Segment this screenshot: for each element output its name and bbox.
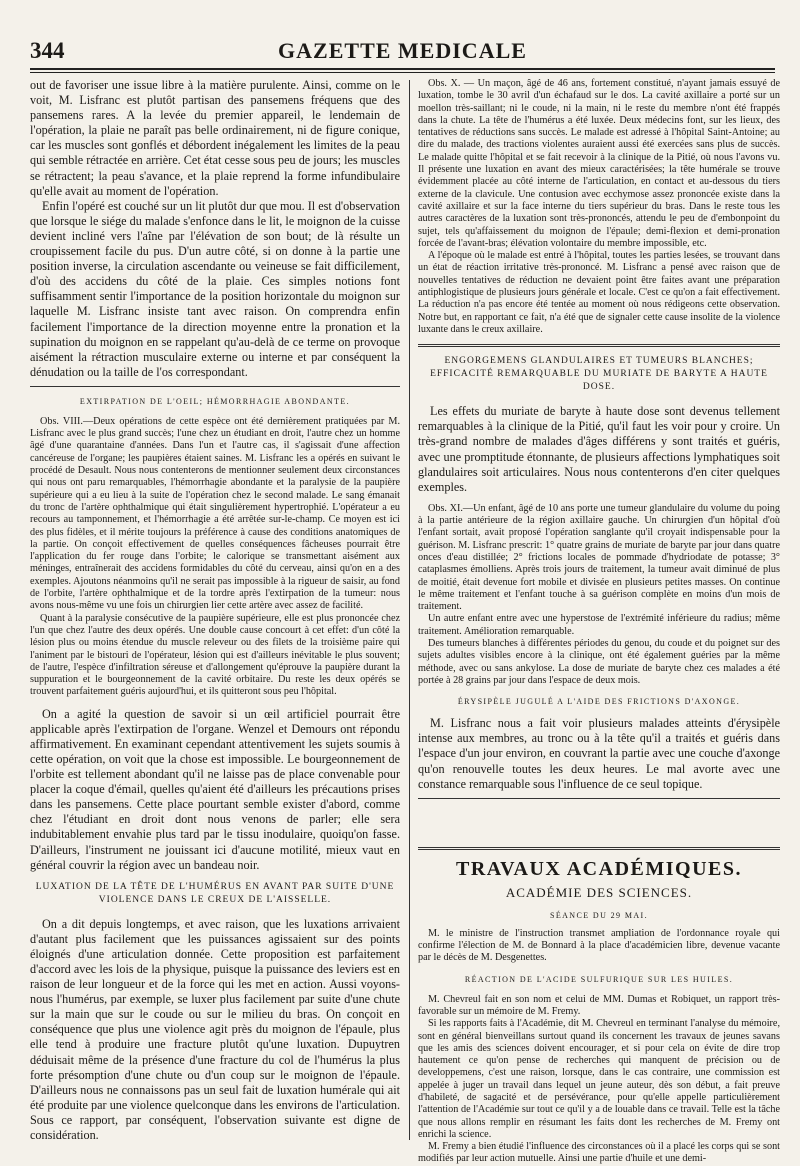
- section-heading: EXTIRPATION DE L'OEIL; HÉMORRHAGIE ABONDANTE.: [79, 396, 351, 406]
- observation: Obs. VIII.—Deux opérations de cette espèce ont été dernièrement pratiquées par M. Lisfranc avec le plus grand succès; l'une chez un étudiant en droit, l'autre chez un homme âgé d'une quarantaine d'années. Dans l'un et l'autre cas, il s'agissait d'une affection cancéreuse de l'organe; les paupières étaient saines. M. Lisfranc les a opérés en suivant le procédé de Desault. Nous nous contenterons de mentionner seulement deux circonstances qui nous ont paru remarquables, l'hémorrhagie abondante et la paralysie de la paupière supérieure qui a eu lieu à la suite de l'opération chez le second malade. Le sang émanait du tronc de l'artère ophthalmique qui était singulièrement hypertrophié. L'opérateur a eu recours au tamponnement, et l'hémorrhagie a été arrêtée sur-le-champ. Ce moyen est ici des plus fidèles, et il mérite toujours la préférence à cause des conditions anatomiques de la partie. On conçoit effectivement de quelles conséquences fâcheuses pourrait être l'application du fer rouge dans l'orbite; le calorique se transmettant aisément aux méninges, entraînerait des accidens formidables du côté du cerveau, ainsi qu'on en a des exemples. Ajoutons néanmoins qu'il ne serait pas impossible à la rigueur de saisir, au fond de l'orbite, l'artère ophthalmique et de la tordre après l'extirpation de la tumeur: nous avons nous-même vu une fois un chirurgien lier cette artère avec assez de facilité.: [30, 415, 400, 612]
- academie-heading: ACADÉMIE DES SCIENCES.: [505, 884, 693, 900]
- right-column: [418, 78, 780, 1165]
- page-number: 344: [30, 38, 65, 63]
- left-column: [30, 78, 400, 1153]
- page-header: [30, 36, 775, 66]
- observation: Quant à la paralysie consécutive de la paupière supérieure, elle est plus prononcée chez l'un que chez l'autre des deux opérés. Une double cause concourt à cet effet: d'un côté la lésion plus ou moins étendue du muscle releveur ou des filets de la troisième paire qui l'animent par le bistouri de l'opérateur, lésion qui est d'ailleurs inévitable le plus souvent; de l'autre, l'espèce d'infiltration séreuse et d'allongement qu'éprouve la paupière durant la suppuration et le bourgeonnement de la cavité orbitaire. Du reste les deux opérés se trouvent parfaitement guéris aujourd'hui, et ils quitteront sous peu l'hôpital.: [30, 612, 400, 698]
- seance-heading: SÉANCE DU 29 MAI.: [549, 910, 649, 920]
- header-rule: [30, 68, 775, 70]
- paragraph: M. Lisfranc nous a fait voir plusieurs malades atteints d'érysipèle intense aux membres, au tronc ou à la tête qu'il a traités et guéris dans l'espace d'un jour environ, en couvrant la partie avec une couche d'axonge qu'on renouvelle toutes les deux heures. Le mal avorte avec une constance remarquable sous l'influence de ce seul topique.: [418, 716, 780, 791]
- section-heading: RÉACTION DE L'ACIDE SULFURIQUE SUR LES HUILES.: [464, 974, 734, 984]
- paragraph: M. Chevreul fait en son nom et celui de MM. Dumas et Robiquet, un rapport très-favorable sur un mémoire de M. Fremy.: [418, 993, 780, 1017]
- observation: Obs. XI.—Un enfant, âgé de 10 ans porte une tumeur glandulaire du volume du poing à la partie antérieure de la région axillaire gauche. Un chirurgien d'un hôpital d'où l'enfant sortait, avait proposé l'opération sanglante qu'il croyait indispensable pour la guérison. M. Lisfranc prescrit: 1° quatre grains de muriate de baryte par jour dans quatre onces d'eau distillée; 2° frictions locales de pommade d'hydriodate de potasse; 3° cataplasmes émolliens. Après trois jours de traitement, la tumeur avait diminué de plus de moitié, était devenue fort mobile et divisée en plusieurs petites masses. On continue le même traitement et l'enfant touche à sa guérison complète en moins d'un mois de traitement.: [418, 502, 780, 613]
- observation: A l'époque où le malade est entré à l'hôpital, toutes les parties lesées, se trouvant dans un état de réaction irritative très-prononcé. M. Lisfranc a pensé avec raison que de nouvelles tentatives de réduction ne devaient point être faites avant une préparation antiphlogistique de plusieurs jours générale et locale. C'est ce qu'on a fait effectivement. La réduction n'a pas encore été tentée au moment où nous rédigeons cette observation. Notre but, en rapportant ce fait, n'a été que de signaler cette cause insolite de la violence luxante dans le creux axillaire.: [418, 250, 780, 335]
- section-rule: [418, 847, 780, 850]
- paragraph: Si les rapports faits à l'Académie, dit M. Chevreul en terminant l'analyse du mémoire, sont en général bienveillans surtout quand ils concernent les travaux de jeunes savans que les amis des sciences doivent encourager, et si pour cela on évite de dire trop hautement ce qu'on pense de recherches qui manquent de précision ou de developpemens, c'est une raison, lorsque, dans le cas contraire, une commission est appelée à juger un travail dans lequel un jeune auteur, dès son début, a fait preuve d'habileté, de sagacité et de persévérance, pour qu'elle appelle particulièrement l'attention de l'Académie sur tout ce qu'il y a de louable dans ce travail. Telle est la tâche que nous allons remplir en résumant les faits dont les recherches de M. Fremy ont enrichi la science.: [418, 1018, 780, 1140]
- section-heading: ÉRYSIPÈLE JUGULÉ A L'AIDE DES FRICTIONS D'AXONGE.: [457, 697, 741, 707]
- paragraph: M. Fremy a bien étudié l'influence des circonstances où il a placé les corps qui se sont modifiés par leur action mutuelle. Ainsi une partie d'huile et une demi-: [418, 1141, 780, 1165]
- header-rule-thin: [30, 72, 775, 73]
- paragraph: Enfin l'opéré est couché sur un lit plutôt dur que mou. Il est d'observation que lorsque le siége du malade s'enfonce dans le lit, le moignon de la cuisse devient incliné vers l'aîne par l'élévation de son bout; de là résulte un croupissement facile du pus. D'un autre côté, si on donne à la partie une position inverse, la circulation ascendante ou veineuse se fait difficilement, d'où des accidens du côté de la plaie. Ces simples notions font suffisamment sentir l'importance de la position horizontale du moignon sur laquelle M. Lisfranc insiste tant avec raison. On comprendra enfin facilement l'importance de la direction moyenne entre la pronation et la supination du moignon en se rappelant qu'au-delà de ce terme on provoque aisément la rétraction musculaire externe ou interne et par conséquent la dénudation ou la taille de l'os correspondant.: [30, 198, 400, 379]
- journal-title: GAZETTE MEDICALE: [278, 38, 527, 63]
- observation: Des tumeurs blanches à différentes périodes du genou, du coude et du poignet sur des sujets adultes visibles encore à la clinique, ont été également guéries par la même méthode, avec ou sans ankylose. La dose de muriate de baryte chez ces malades a été portée à 28 grains par jour dans l'espace de deux mois.: [418, 638, 780, 686]
- paragraph: M. le ministre de l'instruction transmet ampliation de l'ordonnance royale qui confirme l'élection de M. de Bonnard à la place d'académicien libre, devenue vacante par le décès de M. Desgenettes.: [418, 927, 780, 964]
- paragraph: On a agité la question de savoir si un œil artificiel pourrait être applicable après l'extirpation de l'organe. Wenzel et Demours ont répondu affirmativement. En examinant cependant attentivement les sujets soumis à cette opération, on voit que la chose est impossible. Le bourgeonnement de l'orbite est tellement abondant qu'il ne laisse pas de place convenable pour placer la coque d'émail, quelles qu'aient été d'ailleurs les précautions prises dans les pansemens. Cette place pourtant semble exister d'abord, comme chez l'étudiant en droit dont nous venons de parler; elle sera indubitablement envahie plus tard par le tissu inodulaire, quoiqu'on fasse. D'ailleurs, l'instrument ne jouissant ici d'aucune motilité, mieux vaut en général couvrir la région avec un bandeau noir.: [30, 706, 400, 872]
- paragraph: Les effets du muriate de baryte à haute dose sont devenus tellement remarquables à la clinique de la Pitié, qu'il faut les voir pour y croire. Un très-grand nombre de malades d'âges différens y sont traités et guéris, avec une promptitude étonnante, de plusieurs affections lymphatiques soit glandulaires soit articulaires. Nous nous contenterons d'en citer quelques exemples.: [418, 404, 780, 494]
- travaux-heading: TRAVAUX ACADÉMIQUES.: [456, 857, 742, 880]
- section-rule: [418, 344, 780, 347]
- observation: Un autre enfant entre avec une hyperstose de l'extrémité inférieure du radius; même traitement. Amélioration remarquable.: [418, 613, 780, 637]
- section-heading: ENGORGEMENS GLANDULAIRES ET TUMEURS BLANCHES; EFFICACITÉ REMARQUABLE DU MURIATE DE BARYTE A HAUTE DOSE.: [430, 356, 768, 393]
- observation: Obs. X. — Un maçon, âgé de 46 ans, fortement constitué, n'ayant jamais essuyé de luxation, tombe le 30 avril d'un échafaud sur le dos. La cavité axillaire a porté sur un moellon très-saillant; ni le coude, ni la main, ni le reste du membre n'ont été frappés dans la chute. La tête de l'humérus a été luxée. Deux médecins font, sur les lieux, des tentatives de réductions sans succès. Le malade est adressé à l'hôpital Saint-Antoine; au dire du malade, des tractions violentes auraient aussi été exercées sans plus de succès. Le malade quitte l'hôpital et se fait recevoir à la clinique de la Pitié, où nous l'avons vu. Il présente une luxation en avant des mieux caractérisées; la tête humérale se trouve évidemment placée au côté interne de l'articulation, en contact et au-dessous du tiers externe de la clavicule. Une contusion avec ecchymose assez prononcée existe dans la cavité axillaire et sur la face interne du tiers supérieur du bras. Dans le reste tous les autres caractères de la luxation sont très-prononcés, attendu le peu de d'embonpoint du sujet, tels qu'affaissement du moignon de l'épaule; demi-flexion et demi-pronation forcée de l'avant-bras; élévation volontaire du membre impossible, etc.: [418, 78, 780, 249]
- section-rule: [30, 386, 400, 387]
- section-heading: LUXATION DE LA TÊTE DE L'HUMÉRUS EN AVANT PAR SUITE D'UNE VIOLENCE DANS LE CREUX DE L'AISSELLE.: [35, 881, 395, 905]
- paragraph: On a dit depuis longtemps, et avec raison, que les luxations arrivaient d'autant plus facilement que les puissances agissaient sur des points éloignés d'une articulation donnée. Cette proposition est parfaitement d'accord avec les lois de la physique, puisque la puissance des leviers est en raison de leur longueur et de la force qui les met en action. Aussi voyons-nous l'humérus, par exemple, se luxer plus facilement par suite d'une chute sur la main que sur le coude ou sur le milieu du bras. On conçoit en conséquence que plus une violence agit près du moignon de l'épaule, plus elle tend à produire une fracture plutôt qu'une luxation. Dupuytren déduisait même de la présence d'une fracture du col de l'humérus la plus forte présomption d'une chute ou d'un coup sur le moignon de l'épaule. D'ailleurs nous ne connaissons pas un seul fait de luxation humérale qui ait été produite par une violence quelconque dans les environs de l'articulation. Sous ce rapport, par conséquent, l'observation suivante est digne de considération.: [30, 916, 400, 1143]
- column-divider: [409, 80, 410, 1140]
- paragraph: out de favoriser une issue libre à la matière purulente. Ainsi, comme on le voit, M. Lisfranc est plutôt partisan des pansemens fréquens que des pansemens rares. A la levée du premier appareil, le lendemain de l'opération, la plaie ne paraît pas belle ordinairement, ni de figure conique, car les muscles sont gonflés et débordent inégalement les limites de la peau qui semble rétractée en arrière. Cet état cesse sous peu de jours; les muscles se rétractent; la peau s'avance, et la plaie reprend la forme infundibulaire qu'elle avait au moment de l'opération.: [30, 78, 400, 198]
